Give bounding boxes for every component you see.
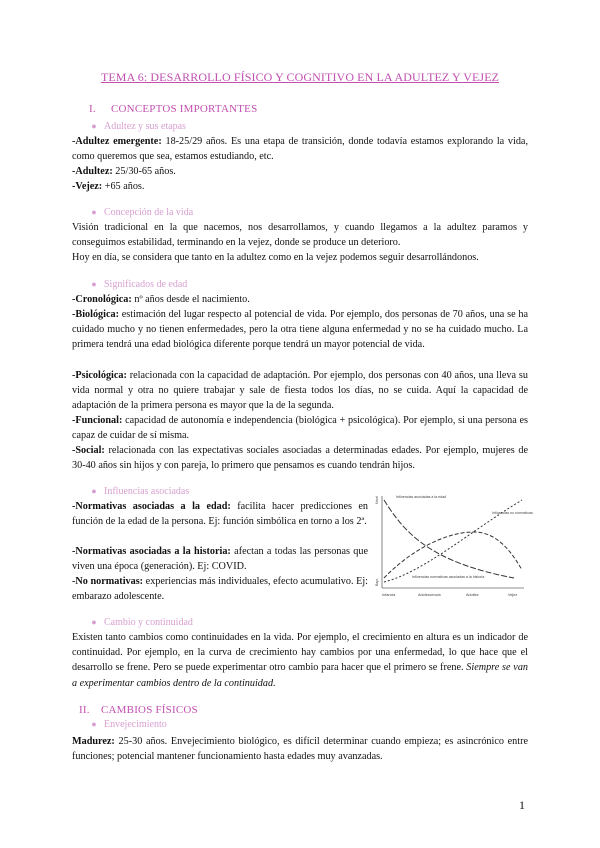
paragraph-funcional: -Funcional: capacidad de autonomía e independencia (biológica + psicológica). Por ejemplo, si una persona es capaz de cuidar de sí misma. <box>72 415 528 442</box>
x-label-vejez: Vejez <box>508 593 518 597</box>
paragraph-social: -Social: relacionada con las expectativas sociales asociadas a determinadas edades. Por ejemplo, mujeres de 30-40 años sin hijos y con pareja, lo primero que pensamos es cuando tendrán hijos. <box>72 445 528 472</box>
paragraph-vejez: -Vejez: +65 años. <box>72 181 145 192</box>
paragraph-normativas-edad: -Normativas asociadas a la edad: facilita hacer predicciones en función de la edad de la persona. Ej: función simbólica en torno a los 2ª. <box>72 501 368 528</box>
paragraph-no-normativas: -No normativas: experiencias más individuales, efecto acumulativo. Ej: embarazo adolescente. <box>72 576 368 603</box>
x-label-adultez: Adultez <box>466 593 479 597</box>
subheading-adultez: ● Adultez y sus etapas <box>84 121 186 132</box>
influences-figure <box>374 492 533 600</box>
y-axis-label-bottom: Bajo <box>375 578 379 586</box>
x-label-adolescencia: Adolescencia <box>418 593 441 597</box>
paragraph-psicologica: -Psicológica: relacionada con la capacidad de adaptación. Por ejemplo, dos personas con 40 años, una lleva su vida normal y otra no quiere trabajar y sale de fiesta todos los días, no se cuida. Aquí la capacidad de adaptación de la primera persona es mayor que la de la segunda. <box>72 370 528 412</box>
paragraph-adultez-emergente: -Adultez emergente: 18-25/29 años. Es una etapa de transición, donde todavía estamos explorando la vida, como queremos que sea, estamos estudiando, etc. <box>72 136 528 163</box>
paragraph-biologica: -Biológica: estimación del lugar respecto al potencial de vida. Por ejemplo, dos personas de 70 años, una se ha cuidado mucho y no tienen enfermedades, pero la otra tiene alguna enfermedad y no se ha cuidado mucho. La primera tendrá una edad biológica diferente porque tendrá un mayor potencial de vida. <box>72 309 528 351</box>
paragraph-concepcion-2: Hoy en día, se considera que tanto en la adultez como en la vejez podemos seguir desarrollándonos. <box>72 252 479 263</box>
section-heading-2: II. CAMBIOS FÍSICOS <box>79 704 198 716</box>
document-title: TEMA 6: DESARROLLO FÍSICO Y COGNITIVO EN LA ADULTEZ Y VEJEZ <box>100 70 500 84</box>
subheading-cambio: ● Cambio y continuidad <box>84 617 193 628</box>
x-label-infancia: Infancia <box>382 593 396 597</box>
paragraph-cronologica: -Cronológica: nº años desde el nacimiento. <box>72 294 250 305</box>
subheading-concepcion: ● Concepción de la vida <box>84 207 193 218</box>
paragraph-concepcion-1: Visión tradicional en la que nacemos, nos desarrollamos, y cuando llegamos a la adultez paramos y conseguimos estabilidad, terminando en la vejez, donde se produce un deterioro. <box>72 222 528 249</box>
bullet-icon: ● <box>91 486 97 496</box>
curve-history-graded <box>384 532 522 578</box>
section-heading-1: I. CONCEPTOS IMPORTANTES <box>89 103 258 115</box>
subheading-edad: ● Significados de edad <box>84 279 187 290</box>
bullet-icon: ● <box>91 121 97 131</box>
subheading-influencias: ● Influencias asociadas <box>84 486 189 497</box>
bullet-icon: ● <box>91 719 97 729</box>
bullet-icon: ● <box>91 617 97 627</box>
bullet-icon: ● <box>91 207 97 217</box>
paragraph-cambio: Existen tanto cambios como continuidades en la vida. Por ejemplo, el crecimiento en altura es un indicador de continuidad. Por ejemplo, en la curva de crecimiento hay cambios por una enfermedad, lo que hace que el desarrollo se frene. Pero se puede experimentar otro cambio para hacer que el primero se frene. Siempre se van a experimentar cambios dentro de la continuidad. <box>72 632 529 689</box>
bullet-icon: ● <box>91 279 97 289</box>
subheading-envejecimiento: ● Envejecimiento <box>84 719 167 730</box>
page-number: 1 <box>519 798 525 812</box>
label-age-graded: Influencias asociadas a la edad <box>396 495 447 499</box>
paragraph-madurez: Madurez: 25-30 años. Envejecimiento biológico, es difícil determinar cuando empieza; es asincrónico entre funciones; potencial mantener funcionamiento hasta edades muy avanzadas. <box>72 736 528 763</box>
y-axis-label-top: Nivel <box>375 496 379 504</box>
paragraph-adultez: -Adultez: 25/30-65 años. <box>72 166 176 177</box>
paragraph-normativas-historia: -Normativas asociadas a la historia: afectan a todas las personas que viven una época (generación). Ej: COVID. <box>72 546 368 573</box>
label-history-graded: Influencias normativas asociadas a la historia <box>412 575 485 579</box>
label-non-normative: Influencias no normativas <box>492 511 533 515</box>
